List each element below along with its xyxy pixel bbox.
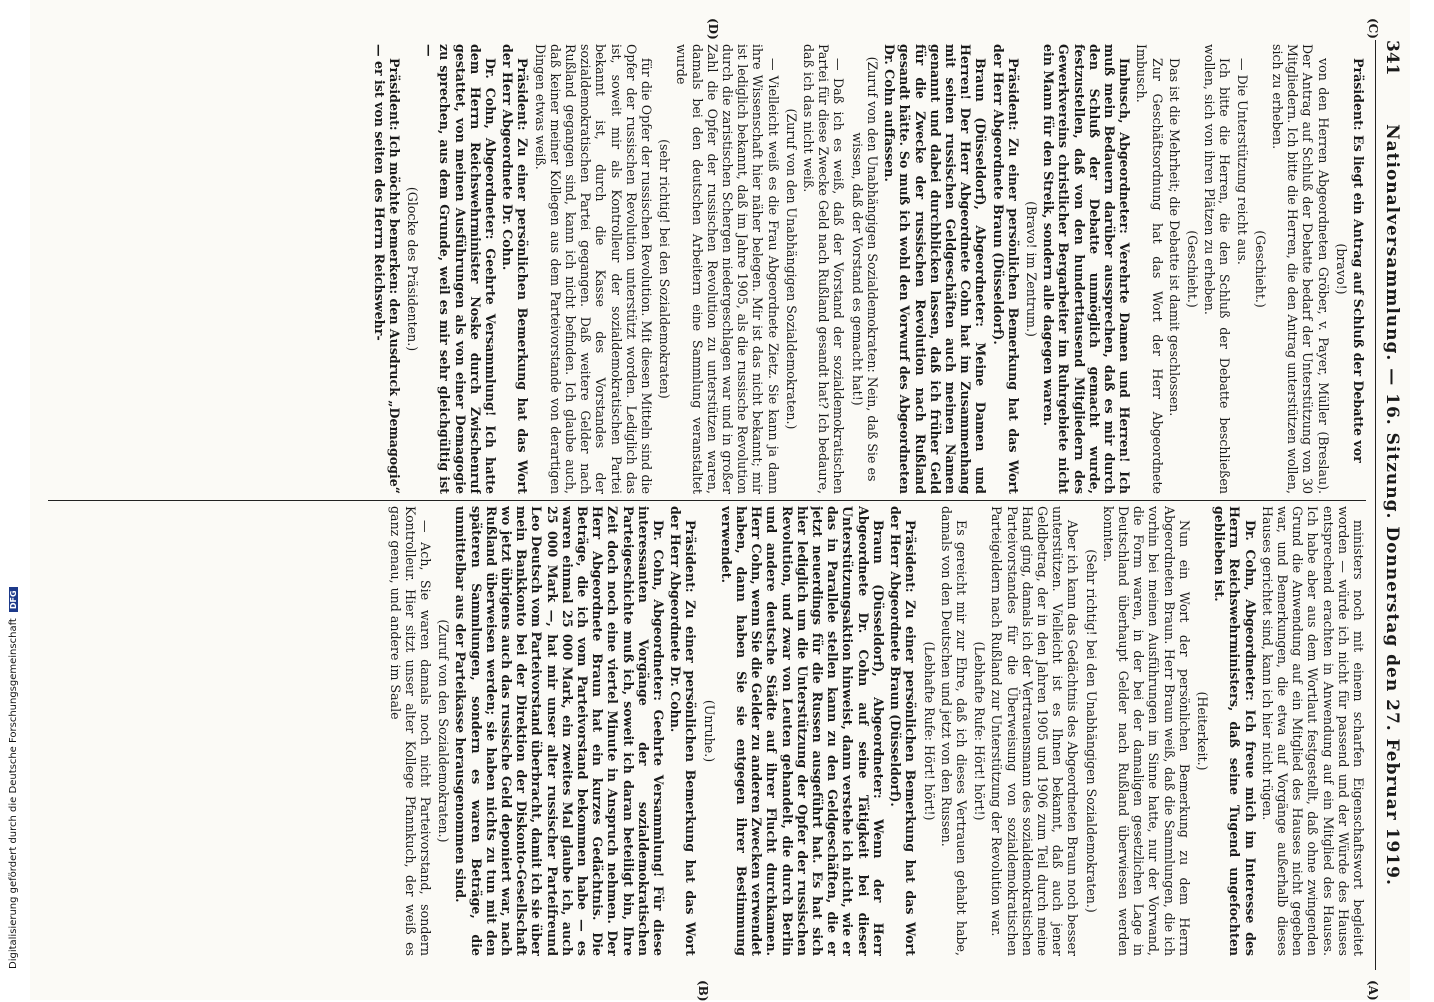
margin-mark-d: (D) — [706, 18, 720, 40]
page-number: 341 — [1382, 40, 1402, 76]
page-header — [1375, 40, 1404, 970]
speaker-paragraph: Präsident: Ich möchte bemerken: den Ausdruck „Demagogie“ — er ist von seiten des Herrn Reichswehr- — [371, 44, 402, 494]
paragraph: — Ach, Sie waren damals noch nicht Parteivorstand, sondern Kontrolleur. Hier sitzt unser alter Kollege Pfannkuch, der weiß es ganz genau, und andere im Saale — [387, 506, 434, 956]
paragraph: von den Herren Abgeordneten Gröber, v. Payer, Müller (Breslau). Der Antrag auf Schluß der Debatte bedarf der Unterstützung von 30 Mitgliedern. Ich bitte die Herren, die den Antrag unterstützen wollen, sich zu erheben. — [1269, 44, 1331, 494]
speaker-paragraph: Imbusch, Abgeordneter: Verehrte Damen und Herren! Ich muß mein Bedauern darüber aussprechen, daß es mir durch den Schluß der Debatte unmöglich gemacht wurde, festzustellen, daß von den hunderttausend Mitgliedern des Gewerkvereins christlicher Bergarbeiter im Ruhrgebiete nicht ein Mann für den Streik, sondern alle dagegen waren. — [1041, 44, 1133, 494]
paragraph: Aber ich kann das Gedächtnis des Abgeordneten Braun noch besser unterstützen. Vielleicht ist es Ihnen bekannt, daß auch jener Geldbetrag, der in den Jahren 1905 und 1906 zum Teil durch meine Hand ging, damals ich der Vertrauensmann des sozialdemokratischen Parteivorstandes für die Überweisung von sozialdemokratischen Parteigeldern nach Rußland zur Unterstützung der Revolution war. — [989, 506, 1081, 956]
paragraph: — Vielleicht weiß es die Frau Abgeordnete Zietz. Sie kann ja dann ihre Wissenschaft hier näher belegen. Mir ist das nicht bekannt; mir ist lediglich bekannt, daß im Jahre 1905, als die russische Revolution durch die zaristischen Schergen niedergeschlagen war und in großer Zahl die Opfer der russischen Revolution zu unterstützen waren, damals bei den deutschen Arbeitern eine Sammlung veranstaltet wurde — [674, 44, 781, 494]
paragraph: ministers noch mit einem scharfen Eigenschaftswort begleitet worden — würde ich nicht für passend und der Würde des Hauses entsprechend erachten in Anwendung auf ein Mitglied des Hauses. Ich habe aber aus dem Wortlaut festgestellt, daß ohne zwingenden Grund die Anwendung auf ein Mitglied des Hauses nicht gegeben war, und Bemerkungen, die etwa auf Vorgänge außerhalb dieses Hauses gerichtet sind, kann ich hier nicht rügen. — [1259, 506, 1366, 956]
dfg-logo-icon: DFG — [9, 587, 18, 612]
speaker-paragraph: Präsident: Zu einer persönlichen Bemerkung hat das Wort der Herr Abgeordnete Braun (Düsseldorf). — [888, 506, 919, 956]
left-column — [48, 44, 1366, 494]
interjection: (Lebhafte Rufe: Hört! hört!) — [972, 641, 988, 821]
interjection: (Zuruf von den Unabhängigen Sozialdemokraten: Nein, daß Sie es wissen, daß der Vorstand es gemacht hat!) — [849, 56, 880, 482]
paragraph: für die Opfer der russischen Revolution. Mit diesen Mitteln sind die Opfer der russischen Revolution unterstützt worden. Lediglich das ist, soweit mir als Kontrolleur der sozialdemokratischen Partei bekannt ist, durch die Kasse des Vorstandes der sozialdemokratischen Partei gegangen. Daß weitere Gelder nach Rußland gegangen sind, kann ich nicht befinden. Ich glaube auch, daß keiner meiner Kollegen aus dem Parteivorstande von derartigen Dingen etwas weiß. — [532, 44, 655, 494]
interjection: (Heiterkeit.) — [1194, 691, 1210, 771]
speaker-paragraph: Dr. Cohn, Abgeordneter: Geehrte Versammlung! Für diese interessanten Vorgänge der sozialdemokratischen Parteigeschichte muß ich, soweit ich daran beteiligt bin, Ihre Zeit doch noch eine viertel Minute in Anspruch nehmen. Der Herr Abgeordnete Braun hat ein kurzes Gedächtnis. Die Beträge, die ich vom Parteivorstand bekommen habe — es waren einmal 25 000 Mark, ein zweites Mal glaube ich, auch 25 000 Mark —, hat mir unser alter russischer Parteifreund Leo Deutsch vom Parteivorstand überbracht, damit ich sie über mein Bankkonto bei der Direktion der Diskonto-Gesellschaft wo jetzt übrigens auch das russische Geld deponiert war, nach Rußland überweisen werden; sie haben nichts zu tun mit den späteren Sammlungen, sondern es waren Beträge, die unmittelbar aus der Parteikasse herausgenommen sind. — [453, 506, 667, 956]
paragraph: Ich bitte die Herren, die den Schluß der Debatte beschließen wollen, sich von ihren Plätzen zu erheben. — [1202, 44, 1233, 494]
paragraph: Nun ein Wort der persönlichen Bemerkung zu dem Herrn Abgeordneten Braun. Herr Braun weiß, daß die Sammlungen, die ich vorhin bei meinen Ausführungen im Sinne hatte, nur der Vorwand, die Form waren, in der bei der damaligen gesetzlichen Lage in Deutschland überhaupt Gelder nach Rußland überwiesen werden konnten. — [1100, 506, 1192, 956]
paragraph: — Daß ich es weiß, daß der Vorstand der sozialdemokratischen Partei für diese Zwecke Geld nach Rußland gesandt hat? Ich bedaure, daß ich das nicht weiß. — [801, 44, 847, 494]
speaker-paragraph: Braun (Düsseldorf), Abgeordneter: Wenn der Herr Abgeordnete Dr. Cohn auf seine Tätigkeit bei dieser Unterstützungsaktion hinweist, dann verstehe ich nicht, wie er das in Parallele stellen kann zu den Geldgeschäften, die er jetzt neuerdings für die Russen ausgeführt hat. Es hat sich hier lediglich um die Unterstützung der Opfer der russischen Revolution, und zwar von Leuten gehandelt, die durch Berlin und andere deutsche Städte auf ihrer Flucht durchkamen. Herr Cohn, wenn Sie die Gelder zu anderen Zwecken verwendet haben, dann haben Sie sie entgegen ihrer Bestimmung verwendet. — [718, 506, 886, 956]
interjection: (Zuruf von den Unabhängigen Sozialdemokraten.) — [783, 108, 799, 430]
page-title: Nationalversammlung. — 16. Sitzung. Donnerstag den 27. Februar 1919. — [1382, 124, 1402, 886]
interjection: (bravo!) — [1333, 243, 1349, 295]
paragraph: — Die Unterstützung reicht aus. — [1234, 58, 1250, 265]
digitization-footer — [6, 0, 22, 1000]
speaker-paragraph: Präsident: Zu einer persönlichen Bemerkung hat das Wort der Herr Abgeordnete Dr. Cohn. — [668, 506, 699, 956]
column-divider — [48, 500, 1366, 501]
interjection: (Unruhe.) — [701, 699, 717, 763]
interjection: (Glocke des Präsidenten.) — [405, 186, 421, 352]
speaker-paragraph: Dr. Cohn, Abgeordneter: Geehrte Versammlung! Ich hatte dem Herrn Reichswehrminister Noske durch Zwischenruf gestattet, von meinen Ausführungen als von einer Demagogie zu sprechen, aus dem Grunde, weil es mir sehr gleichgültig ist — — [422, 44, 499, 494]
interjection: (Geschieht.) — [1184, 230, 1200, 308]
interjection: (sehr richtig! bei den Sozialdemokraten) — [657, 139, 673, 399]
interjection: (Geschieht.) — [1252, 230, 1268, 308]
speaker-paragraph: Präsident: Zu einer persönlichen Bemerkung hat das Wort der Herr Abgeordnete Dr. Cohn. — [500, 44, 531, 494]
margin-mark-c: (C) — [1366, 18, 1380, 39]
speaker-paragraph: Dr. Cohn, Abgeordneter: Ich freue mich im Interesse des Herrn Reichswehrministers, daß seine Tugend ungefochten geblieben ist. — [1212, 506, 1258, 956]
scanned-page — [30, 0, 1410, 1000]
footer-text: Digitalisierung gefördert durch die Deutsche Forschungsgemeinschaft — [8, 618, 19, 969]
margin-mark-a: (A) — [1366, 980, 1380, 1001]
right-column — [48, 506, 1366, 956]
interjection: (Sehr richtig! bei den Unabhängigen Sozialdemokraten.) — [1083, 549, 1099, 913]
interjection: (Bravo! im Zentrum.) — [1023, 201, 1039, 337]
speaker-paragraph: Präsident: Es liegt ein Antrag auf Schluß der Debatte vor — [1351, 58, 1366, 463]
paragraph: Das ist die Mehrheit; die Debatte ist damit geschlossen. — [1166, 58, 1182, 417]
speaker-paragraph: Braun (Düsseldorf), Abgeordneter: Meine Damen und Herren! Der Herr Abgeordnete Cohn hat im Zusammenhang mit seinen russischen Geldgeschäften auch meinen Namen genannt und dabei durchblicken lassen, daß ich früher Geld für die Zwecke der russischen Revolution nach Rußland gesandt hätte. So muß ich wohl den Vorwurf des Abgeordneten Dr. Cohn auffassen. — [882, 44, 989, 494]
interjection: (Zuruf von den Sozialdemokraten.) — [436, 619, 452, 843]
margin-mark-b: (B) — [696, 980, 710, 1002]
speaker-paragraph: Präsident: Zu einer persönlichen Bemerkung hat das Wort der Herr Abgeordnete Braun (Düsseldorf). — [990, 44, 1021, 494]
paragraph: Zur Geschäftsordnung hat das Wort der Herr Abgeordnete Imbusch. — [1134, 44, 1165, 494]
interjection: (Lebhafte Rufe: Hört! hört!) — [921, 641, 937, 821]
paragraph: Es gereicht mir zur Ehre, daß ich dieses Vertrauen gehabt habe, damals von den Deutschen und jetzt von den Russen. — [938, 506, 969, 956]
